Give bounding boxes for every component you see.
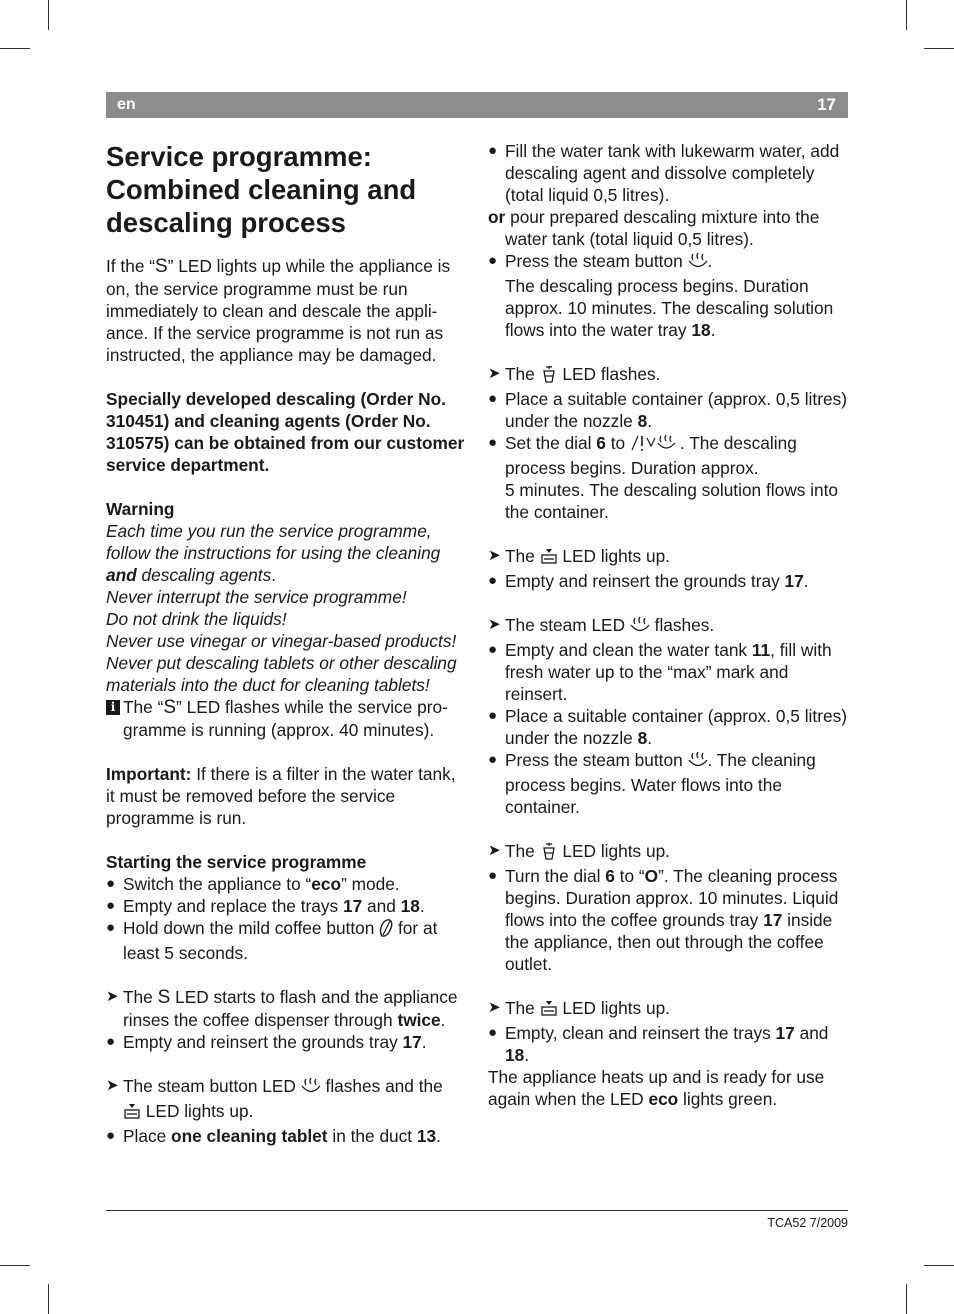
- crop-mark: [0, 1265, 30, 1266]
- grounds-tray-icon: [123, 1102, 141, 1125]
- descale-icon: [540, 842, 558, 865]
- result-item: ➤ The LED flashes.: [488, 363, 850, 388]
- list-item: ● Set the dial 6 to . The descaling process begins. Duration approx. 5 minutes. The descaling solution flows into the container.: [488, 433, 839, 522]
- list-item: ● Empty and replace the trays 17 and 18.: [106, 896, 425, 916]
- info-note: i The “S” LED flashes while the service programme is running (approx. 40 minutes).: [106, 696, 468, 741]
- right-column: [488, 140, 850, 1110]
- closing-paragraph: The appliance heats up and is ready for use again when the LED eco lights green.: [488, 1067, 825, 1109]
- warning-line: Never put descaling tablets or other descaling materials into the duct for cleaning tablets!: [106, 653, 457, 695]
- footer-code: TCA52 7/2009: [767, 1216, 848, 1230]
- crop-mark: [48, 1284, 49, 1314]
- order-note: Specially developed descaling (Order No. 310451) and cleaning agents (Order No. 310575) can be obtained from our customer service department.: [106, 389, 465, 475]
- crop-mark: [924, 1265, 954, 1266]
- steam-icon: [688, 751, 708, 774]
- or-line: or pour prepared descaling mixture into the water tank (total liquid 0,5 litres).: [488, 207, 820, 249]
- dial-descale-position-icon: [630, 434, 680, 457]
- service-s-symbol: S: [154, 256, 168, 277]
- warning-text: Each time you run the service programme, follow the instructions for using the cleaning and descaling agents.: [106, 521, 441, 585]
- result-item: ➤ The steam button LED flashes and the LED lights up.: [106, 1075, 468, 1125]
- page-header: [106, 92, 848, 118]
- language-label: en: [117, 96, 136, 113]
- list-item: ● Place one cleaning tablet in the duct 13.: [106, 1126, 441, 1146]
- section-heading: Starting the service programme: [106, 852, 367, 872]
- list-item: ● Empty and reinsert the grounds tray 17.: [488, 571, 809, 591]
- crop-mark: [924, 48, 954, 49]
- crop-mark: [0, 48, 30, 49]
- list-item: ● Turn the dial 6 to “O”. The cleaning process begins. Duration approx. 10 minutes. Liquid flows into the coffee grounds tray 17 inside the appliance, then out through the coffee outlet.: [488, 866, 839, 974]
- result-item: ➤ The steam LED flashes.: [488, 614, 850, 639]
- crop-mark: [906, 0, 907, 30]
- intro-paragraph: If the “S” LED lights up while the appliance is on, the service programme must be run immediately to clean and descale the appliance. If the service programme is not run as instructed, the appliance may be damaged.: [106, 256, 451, 365]
- list-item: ● Switch the appliance to “eco” mode.: [106, 874, 400, 894]
- crop-mark: [906, 1284, 907, 1314]
- warning-line: Never interrupt the service programme!: [106, 587, 407, 607]
- result-item: ➤ The LED lights up.: [488, 545, 850, 570]
- steam-icon: [630, 616, 650, 639]
- list-item: ● Press the steam button . The descaling process begins. Duration approx. 10 minutes. The descaling solution flows into the water tray 18.: [488, 251, 834, 340]
- list-item: ● Fill the water tank with lukewarm water, add descaling agent and dissolve completely (total liquid 0,5 litres).: [488, 141, 840, 205]
- result-item: ➤ The LED lights up.: [488, 840, 850, 865]
- list-item: ● Press the steam button . The cleaning process begins. Water flows into the container.: [488, 750, 816, 817]
- grounds-tray-icon: [540, 547, 558, 570]
- list-item: ● Place a suitable container (approx. 0,5 litres) under the nozzle 8.: [488, 706, 847, 748]
- footer-rule: [106, 1210, 848, 1211]
- info-icon: i: [106, 700, 120, 715]
- list-item: ● Empty and clean the water tank 11, fill with fresh water up to the “max” mark and reinsert.: [488, 640, 832, 704]
- list-item: ● Empty and reinsert the grounds tray 17.: [106, 1032, 427, 1052]
- page-title: Service programme: Combined cleaning and descaling process: [106, 141, 417, 238]
- list-item: ● Place a suitable container (approx. 0,5 litres) under the nozzle 8.: [488, 389, 847, 431]
- important-note: Important: If there is a filter in the water tank, it must be removed before the service programme is run.: [106, 764, 456, 828]
- steam-icon: [688, 252, 708, 275]
- mild-coffee-icon: [379, 919, 393, 942]
- steam-icon: [301, 1077, 321, 1100]
- result-item: ➤ The LED lights up.: [488, 997, 850, 1022]
- list-item: ● Empty, clean and reinsert the trays 17 and 18.: [488, 1023, 829, 1065]
- page-number: 17: [817, 95, 836, 114]
- warning-heading: Warning: [106, 499, 175, 519]
- warning-line: Never use vinegar or vinegar-based products!: [106, 631, 457, 651]
- list-item: ● Hold down the mild coffee button for at least 5 seconds.: [106, 918, 438, 963]
- descale-icon: [540, 365, 558, 388]
- left-column: [106, 140, 468, 1147]
- grounds-tray-icon: [540, 999, 558, 1022]
- warning-line: Do not drink the liquids!: [106, 609, 287, 629]
- result-item: ➤ The S LED starts to flash and the appliance rinses the coffee dispenser through twice.: [106, 987, 458, 1030]
- crop-mark: [48, 0, 49, 30]
